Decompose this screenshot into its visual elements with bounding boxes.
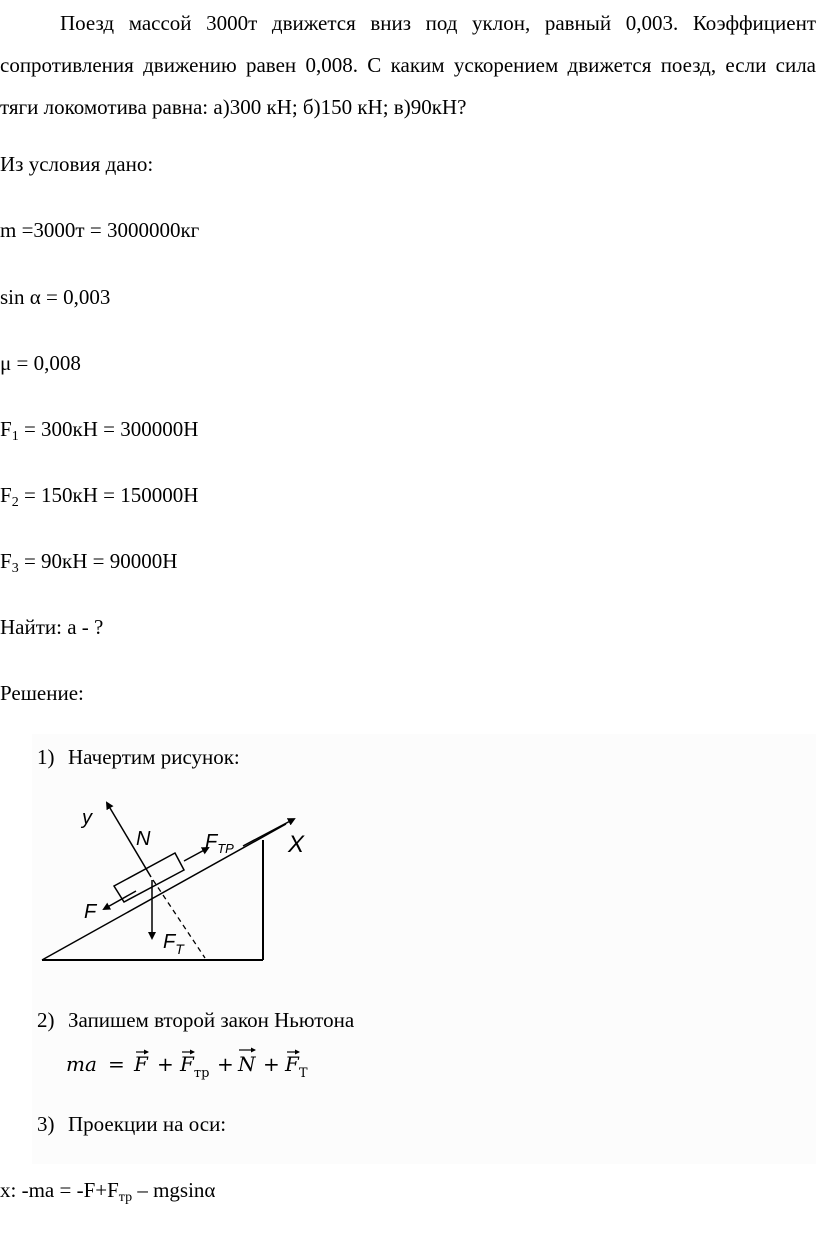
eq-lhs: ma xyxy=(66,1052,97,1076)
step-text: Запишем второй закон Ньютона xyxy=(68,1008,355,1032)
projection-suffix: – mgsinα xyxy=(132,1178,216,1202)
eq-ft: $F_Т$ xyxy=(285,1052,308,1081)
eq-n: N xyxy=(238,1052,256,1076)
force-subscript: 1 xyxy=(11,429,19,444)
projection-prefix: x: -ma = -F+F xyxy=(0,1178,119,1202)
force-value: = 150кН = 150000Н xyxy=(18,483,199,507)
given-mu: μ = 0,008 xyxy=(0,351,81,375)
label-x: X xyxy=(288,831,305,858)
step-3 xyxy=(37,1110,226,1138)
force-subscript: 3 xyxy=(11,561,19,576)
label-f: F xyxy=(84,901,97,923)
eq-ftr: $F_{тр}$ xyxy=(180,1052,210,1081)
projection-subscript: тр xyxy=(118,1190,133,1205)
step-number: 1) xyxy=(37,745,55,769)
step-number: 2) xyxy=(37,1008,55,1032)
force-subscript: 2 xyxy=(11,495,19,510)
given-sin-alpha: sin α = 0,003 xyxy=(0,285,111,309)
block-body xyxy=(114,853,184,902)
given-force-1 xyxy=(0,415,198,443)
step-text: Начертим рисунок: xyxy=(68,745,240,769)
step-number: 3) xyxy=(37,1112,55,1136)
x-axis-arrow xyxy=(243,819,294,846)
force-value: = 300кН = 300000Н xyxy=(18,417,199,441)
label-n: N xyxy=(136,828,151,850)
force-symbol: F xyxy=(0,549,12,573)
eq-plus-3: + xyxy=(263,1052,280,1076)
step-1 xyxy=(37,743,240,771)
problem-statement xyxy=(0,2,816,128)
find-line: Найти: a - ? xyxy=(0,615,104,639)
force-symbol: F xyxy=(0,417,12,441)
label-ft: $F_T$ xyxy=(163,931,184,957)
eq-plus-2: + xyxy=(217,1052,234,1076)
force-symbol: F xyxy=(0,483,12,507)
given-force-3 xyxy=(0,547,177,575)
given-force-2 xyxy=(0,481,198,509)
problem-text: Поезд массой 3000т движется вниз под уклон, равный 0,003. Коэффициент сопротивления движению равен 0,008. С каким ускорением движется поезд, если сила тяги локомотива равна: а)300 кН; б)150 кН; в)90кН? xyxy=(0,11,816,119)
step-2 xyxy=(37,1006,354,1034)
given-heading: Из условия дано: xyxy=(0,152,154,176)
given-mass: m =3000т = 3000000кг xyxy=(0,218,200,242)
eq-plus-1: + xyxy=(157,1052,174,1076)
label-y: y xyxy=(82,807,92,829)
traction-force-arrow xyxy=(104,891,136,909)
eq-f: F xyxy=(134,1052,148,1076)
step-text: Проекции на оси: xyxy=(68,1112,227,1136)
projection-x xyxy=(0,1176,215,1204)
solution-heading: Решение: xyxy=(0,681,84,705)
label-ftr: $F_{ТР}$ xyxy=(205,831,234,856)
force-value: = 90кН = 90000Н xyxy=(18,549,178,573)
incline-diagram xyxy=(38,800,310,968)
newton-equation xyxy=(64,1042,320,1086)
eq-equals: = xyxy=(108,1052,125,1076)
